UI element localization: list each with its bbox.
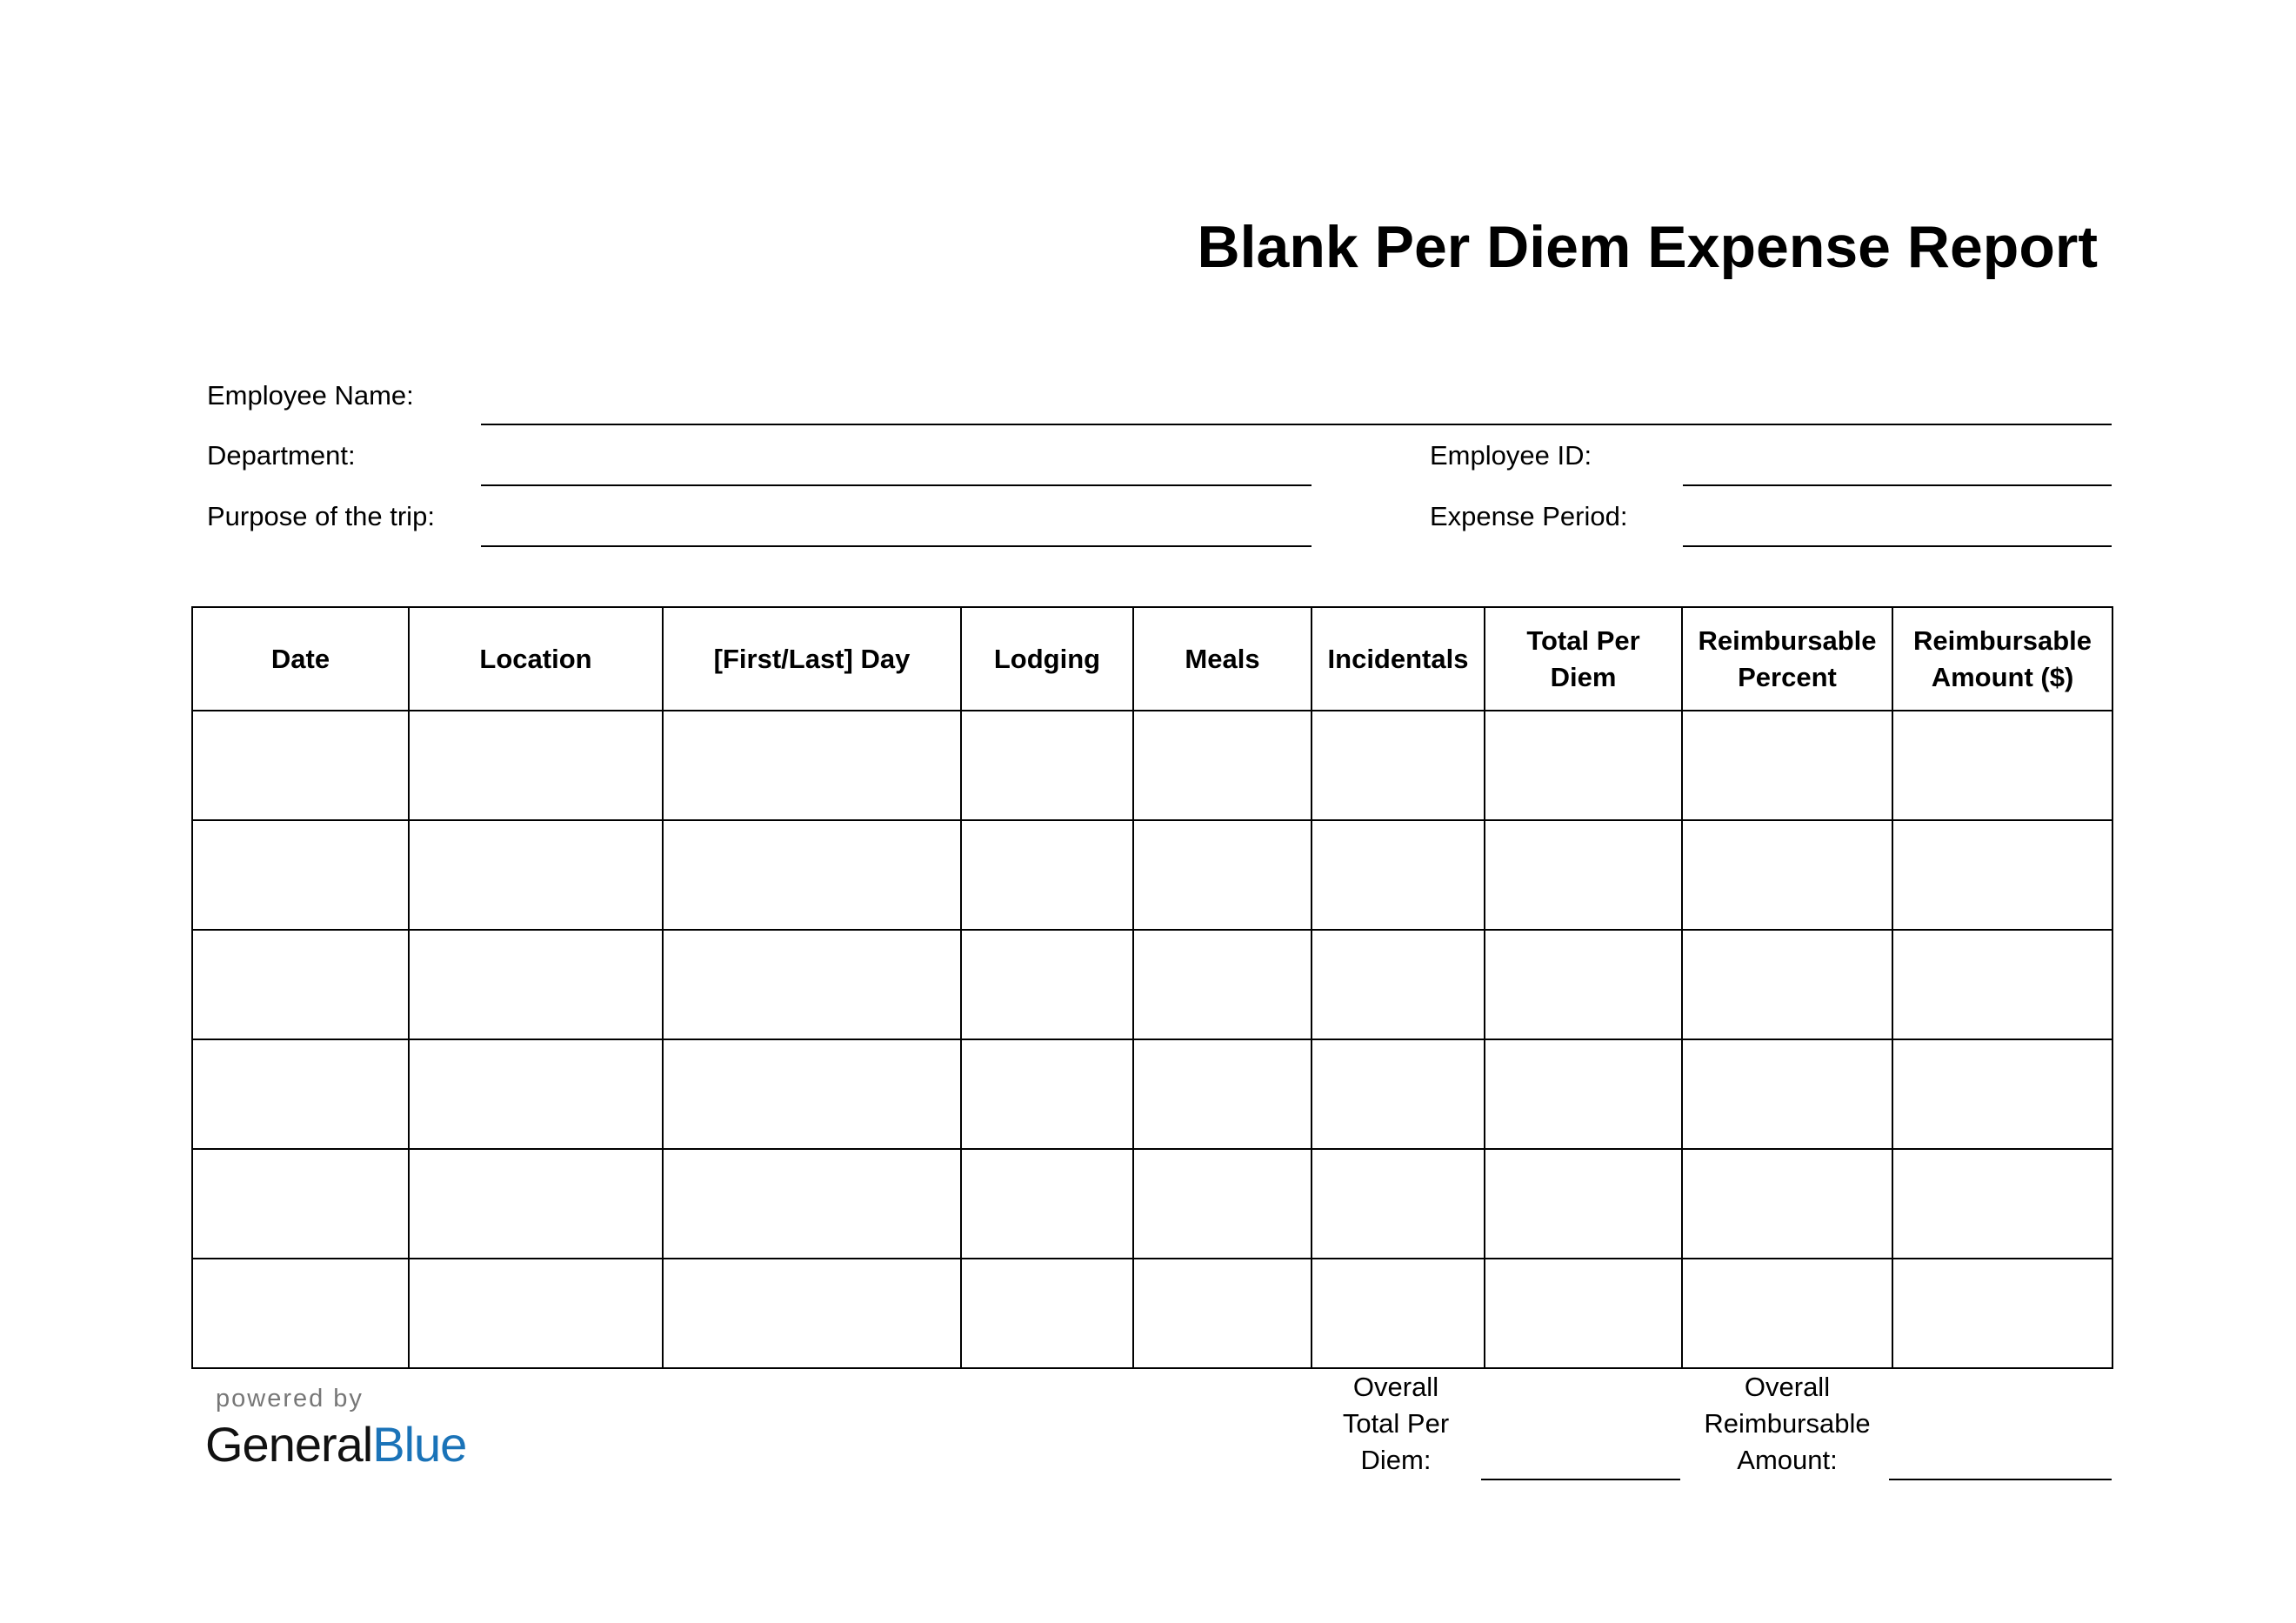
purpose-label: Purpose of the trip: bbox=[207, 501, 435, 531]
table-cell[interactable] bbox=[1133, 1149, 1312, 1259]
overall-reimbursable-amount-label: Overall Reimbursable Amount: bbox=[1704, 1372, 1871, 1475]
table-cell[interactable] bbox=[1485, 1149, 1682, 1259]
expense-period-label: Expense Period: bbox=[1430, 501, 1628, 531]
table-cell[interactable] bbox=[1133, 930, 1312, 1039]
header-incidentals: Incidentals bbox=[1312, 607, 1485, 711]
header-first-last-day: [First/Last] Day bbox=[663, 607, 961, 711]
table-cell[interactable] bbox=[1682, 1259, 1892, 1368]
table-cell[interactable] bbox=[1682, 711, 1892, 820]
table-cell[interactable] bbox=[1682, 1149, 1892, 1259]
table-row bbox=[192, 930, 2112, 1039]
header-location: Location bbox=[409, 607, 663, 711]
table-cell[interactable] bbox=[409, 711, 663, 820]
overall-reimbursable-amount-field[interactable] bbox=[1889, 1479, 2112, 1480]
page-title: Blank Per Diem Expense Report bbox=[1197, 214, 2098, 280]
table-cell[interactable] bbox=[1312, 820, 1485, 930]
table-cell[interactable] bbox=[663, 1039, 961, 1149]
table-cell[interactable] bbox=[1485, 1039, 1682, 1149]
table-cell[interactable] bbox=[1682, 1039, 1892, 1149]
table-cell[interactable] bbox=[663, 1259, 961, 1368]
table-cell[interactable] bbox=[1485, 930, 1682, 1039]
table-cell[interactable] bbox=[192, 711, 409, 820]
table-cell[interactable] bbox=[409, 1149, 663, 1259]
department-field[interactable] bbox=[481, 484, 1312, 486]
table-cell[interactable] bbox=[1892, 820, 2112, 930]
table-cell[interactable] bbox=[663, 820, 961, 930]
employee-name-field[interactable] bbox=[481, 424, 2112, 425]
table-cell[interactable] bbox=[1485, 820, 1682, 930]
employee-id-label: Employee ID: bbox=[1430, 440, 1592, 471]
table-cell[interactable] bbox=[1133, 820, 1312, 930]
table-cell[interactable] bbox=[1485, 711, 1682, 820]
table-cell[interactable] bbox=[192, 1039, 409, 1149]
table-cell[interactable] bbox=[1312, 711, 1485, 820]
table-cell[interactable] bbox=[1133, 1039, 1312, 1149]
table-cell[interactable] bbox=[961, 820, 1133, 930]
table-cell[interactable] bbox=[1133, 711, 1312, 820]
table-cell[interactable] bbox=[1133, 1259, 1312, 1368]
header-reimbursable-amount: Reimbursable Amount ($) bbox=[1892, 607, 2112, 711]
header-lodging: Lodging bbox=[961, 607, 1133, 711]
logo-blue-text: Blue bbox=[372, 1417, 467, 1472]
table-cell[interactable] bbox=[192, 930, 409, 1039]
table-cell[interactable] bbox=[409, 820, 663, 930]
purpose-field[interactable] bbox=[481, 545, 1312, 547]
table-cell[interactable] bbox=[192, 820, 409, 930]
header-total-per-diem: Total Per Diem bbox=[1485, 607, 1682, 711]
table-cell[interactable] bbox=[663, 711, 961, 820]
table-cell[interactable] bbox=[1312, 1259, 1485, 1368]
table-row bbox=[192, 711, 2112, 820]
table-cell[interactable] bbox=[1312, 930, 1485, 1039]
department-label: Department: bbox=[207, 440, 356, 471]
table-cell[interactable] bbox=[961, 1259, 1133, 1368]
table-header-row bbox=[192, 607, 2112, 711]
table-cell[interactable] bbox=[409, 1039, 663, 1149]
expense-table bbox=[191, 606, 2113, 1369]
table-cell[interactable] bbox=[1892, 1039, 2112, 1149]
table-cell[interactable] bbox=[192, 1149, 409, 1259]
table-row bbox=[192, 1039, 2112, 1149]
table-cell[interactable] bbox=[1892, 711, 2112, 820]
table-cell[interactable] bbox=[663, 1149, 961, 1259]
employee-id-field[interactable] bbox=[1683, 484, 2112, 486]
table-cell[interactable] bbox=[1312, 1039, 1485, 1149]
table-cell[interactable] bbox=[961, 1039, 1133, 1149]
table-cell[interactable] bbox=[409, 930, 663, 1039]
header-date: Date bbox=[192, 607, 409, 711]
table-cell[interactable] bbox=[663, 930, 961, 1039]
table-cell[interactable] bbox=[1892, 1149, 2112, 1259]
overall-total-per-diem-label: Overall Total Per Diem: bbox=[1342, 1372, 1450, 1475]
table-cell[interactable] bbox=[961, 711, 1133, 820]
table-cell[interactable] bbox=[1682, 820, 1892, 930]
table-cell[interactable] bbox=[1892, 1259, 2112, 1368]
overall-total-per-diem-field[interactable] bbox=[1481, 1479, 1680, 1480]
table-cell[interactable] bbox=[961, 1149, 1133, 1259]
table-cell[interactable] bbox=[192, 1259, 409, 1368]
header-meals: Meals bbox=[1133, 607, 1312, 711]
table-cell[interactable] bbox=[409, 1259, 663, 1368]
employee-name-label: Employee Name: bbox=[207, 380, 414, 411]
header-reimbursable-percent: Reimbursable Percent bbox=[1682, 607, 1892, 711]
table-cell[interactable] bbox=[961, 930, 1133, 1039]
table-row bbox=[192, 820, 2112, 930]
table-cell[interactable] bbox=[1892, 930, 2112, 1039]
table-row bbox=[192, 1149, 2112, 1259]
generalblue-logo[interactable]: GeneralBlue bbox=[205, 1417, 467, 1472]
table-cell[interactable] bbox=[1312, 1149, 1485, 1259]
table-row bbox=[192, 1259, 2112, 1368]
powered-by-text: powered by bbox=[216, 1385, 364, 1413]
table-cell[interactable] bbox=[1682, 930, 1892, 1039]
expense-period-field[interactable] bbox=[1683, 545, 2112, 547]
table-cell[interactable] bbox=[1485, 1259, 1682, 1368]
